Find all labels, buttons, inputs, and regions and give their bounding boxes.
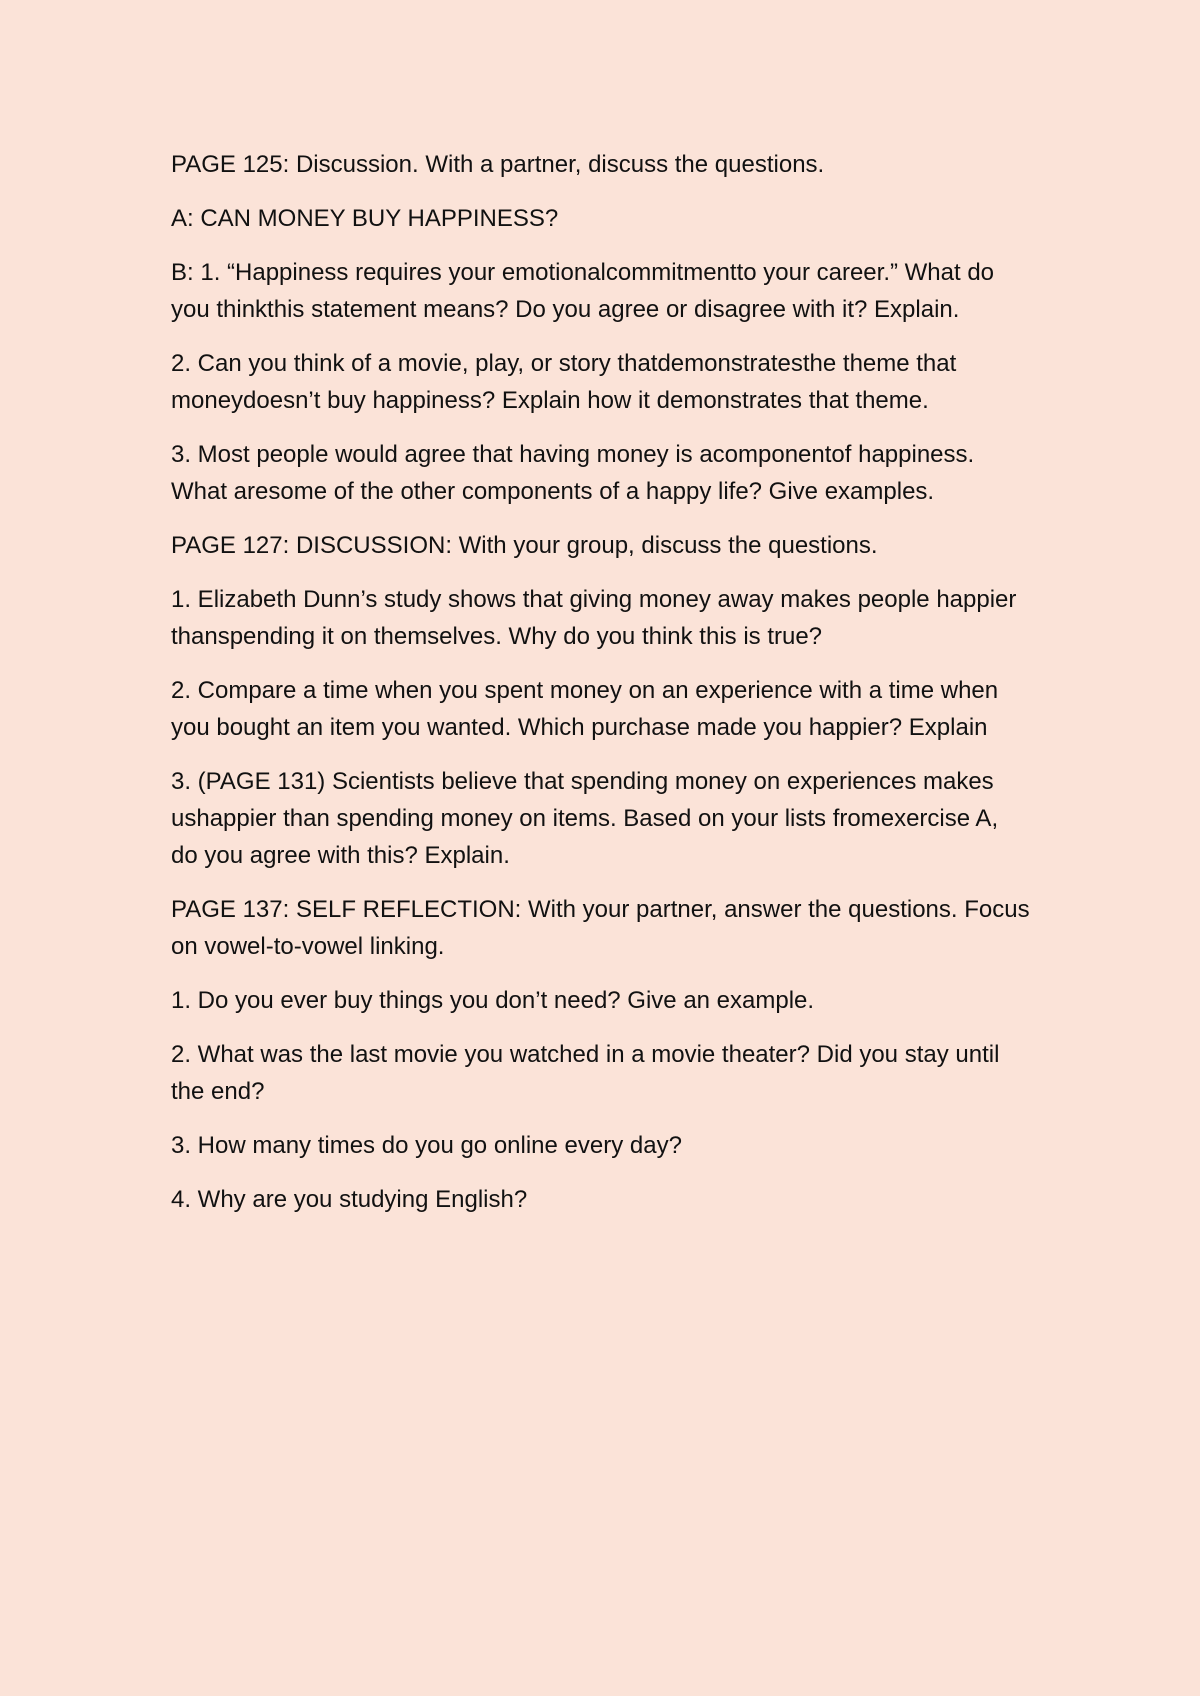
- question-137-4: 4. Why are you studying English?: [171, 1186, 528, 1213]
- question-127-2: 2. Compare a time when you spent money on an experience with a time when you bought an item you wanted. Which purchase made you happier? Explain: [171, 677, 999, 741]
- question-127-1: 1. Elizabeth Dunn’s study shows that giving money away makes people happier thanspending it on themselves. Why do you think this is true?: [171, 586, 1017, 650]
- page-127-heading: PAGE 127: DISCUSSION: With your group, discuss the questions.: [171, 532, 878, 559]
- question-137-1: 1. Do you ever buy things you don’t need? Give an example.: [171, 987, 815, 1014]
- question-b3: 3. Most people would agree that having money is acomponentof happiness. What aresome of the other components of a happy life? Give examples.: [171, 441, 975, 505]
- question-b1: B: 1. “Happiness requires your emotionalcommitmentto your career.” What do you thinkthis statement means? Do you agree or disagree with it? Explain.: [171, 259, 995, 323]
- question-137-2: 2. What was the last movie you watched in a movie theater? Did you stay until the end?: [171, 1041, 1000, 1105]
- question-b2: 2. Can you think of a movie, play, or story thatdemonstratesthe theme that moneydoesn’t buy happiness? Explain how it demonstrates that theme.: [171, 350, 957, 414]
- page-137-heading: PAGE 137: SELF REFLECTION: With your partner, answer the questions. Focus on vowel-to-vowel linking.: [171, 896, 1030, 960]
- document-page: [171, 146, 1031, 1235]
- section-a-heading: A: CAN MONEY BUY HAPPINESS?: [171, 205, 559, 232]
- page-125-heading: PAGE 125: Discussion. With a partner, discuss the questions.: [171, 151, 825, 178]
- question-127-3: 3. (PAGE 131) Scientists believe that spending money on experiences makes ushappier than spending money on items. Based on your lists fromexercise A, do you agree with this? Explain.: [171, 768, 999, 869]
- question-137-3: 3. How many times do you go online every day?: [171, 1132, 682, 1159]
